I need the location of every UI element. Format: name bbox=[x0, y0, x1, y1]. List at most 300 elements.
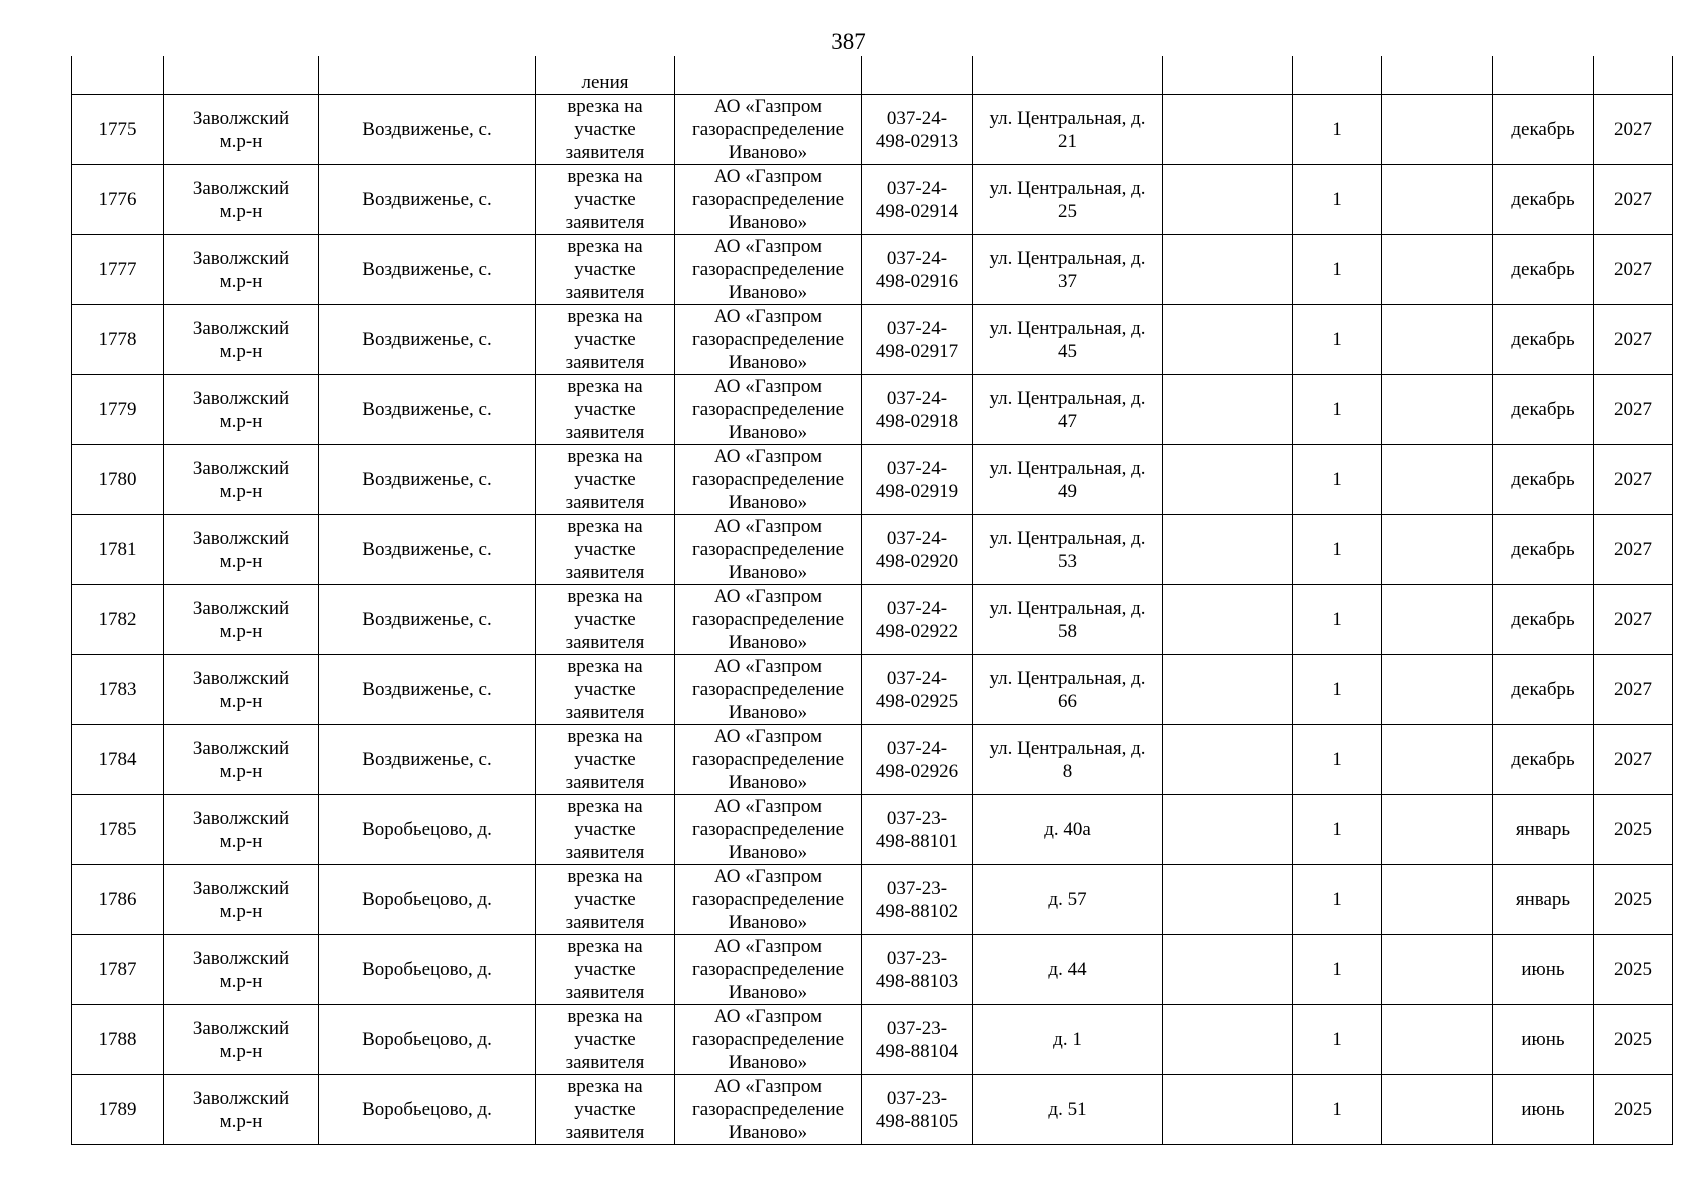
cell-year: 2027 bbox=[1594, 445, 1673, 515]
cell-qty: 1 bbox=[1293, 865, 1382, 935]
cell-empty-1 bbox=[1163, 515, 1293, 585]
cell-org-line: АО «Газпром bbox=[713, 516, 823, 537]
cell-address-line: д. 44 bbox=[1048, 959, 1087, 980]
cell-address bbox=[973, 305, 1163, 375]
cell-empty-2 bbox=[1382, 235, 1493, 305]
cell-district-line: м.р-н bbox=[219, 340, 263, 362]
cell-empty-2 bbox=[1382, 1005, 1493, 1075]
cell-num: 1778 bbox=[72, 305, 164, 375]
cell-work-type-line: заявителя bbox=[565, 142, 645, 163]
cell-address-line: 45 bbox=[1058, 340, 1077, 362]
cell-district-line: м.р-н bbox=[219, 270, 263, 292]
cell-address-line: д. 51 bbox=[1048, 1099, 1087, 1120]
cell-code-line: 037-24- bbox=[886, 317, 948, 339]
cell-code-line: 037-23- bbox=[886, 947, 948, 969]
cell-work-type-line: врезка на bbox=[567, 1076, 643, 1097]
cell-address-line: ул. Центральная, д. bbox=[989, 177, 1146, 199]
cell-org-line: Иваново» bbox=[728, 212, 808, 233]
table-row bbox=[72, 935, 1673, 1005]
cell-address bbox=[973, 515, 1163, 585]
cell-work-type-line: врезка на bbox=[567, 866, 643, 887]
cell-month: декабрь bbox=[1493, 445, 1594, 515]
cell-org-line: газораспределение bbox=[691, 399, 845, 420]
cell-empty-2 bbox=[1382, 795, 1493, 865]
cell-org-line: АО «Газпром bbox=[713, 726, 823, 747]
cell-org-line: газораспределение bbox=[691, 1099, 845, 1120]
table-row bbox=[72, 865, 1673, 935]
cell-code-line: 498-02916 bbox=[875, 270, 959, 292]
cell-empty-1 bbox=[1163, 165, 1293, 235]
cell-code bbox=[862, 935, 973, 1005]
cell-district-line: Заволжский bbox=[192, 177, 290, 199]
cell-empty-2 bbox=[1382, 865, 1493, 935]
cell-locality: Воздвиженье, с. bbox=[319, 655, 536, 725]
cell-org bbox=[675, 515, 862, 585]
cell-num: 1775 bbox=[72, 95, 164, 165]
cell-code bbox=[862, 235, 973, 305]
cell-address-line: ул. Центральная, д. bbox=[989, 457, 1146, 479]
cell-code bbox=[862, 1075, 973, 1145]
cell-address bbox=[973, 795, 1163, 865]
cell-district-line: Заволжский bbox=[192, 317, 290, 339]
cell-district bbox=[164, 725, 319, 795]
cell-num: 1789 bbox=[72, 1075, 164, 1145]
cell-work-type-line: врезка на bbox=[567, 936, 643, 957]
cell-org-line: газораспределение bbox=[691, 959, 845, 980]
cell-work-type-line: участке bbox=[574, 469, 636, 490]
table-row bbox=[72, 375, 1673, 445]
table-row bbox=[72, 165, 1673, 235]
cell-org-line: АО «Газпром bbox=[713, 1076, 823, 1097]
cell-org bbox=[675, 865, 862, 935]
cell-code-line: 498-02926 bbox=[875, 760, 959, 782]
cell-district-line: Заволжский bbox=[192, 877, 290, 899]
cell-year bbox=[1594, 56, 1673, 95]
table-row bbox=[72, 235, 1673, 305]
cell-org-line: АО «Газпром bbox=[713, 446, 823, 467]
cell-month bbox=[1493, 56, 1594, 95]
cell-empty-2 bbox=[1382, 375, 1493, 445]
cell-org-line: газораспределение bbox=[691, 889, 845, 910]
cell-qty: 1 bbox=[1293, 935, 1382, 1005]
cell-org-line: газораспределение bbox=[691, 749, 845, 770]
cell-work-type-line: заявителя bbox=[565, 632, 645, 653]
cell-district-line: Заволжский bbox=[192, 247, 290, 269]
cell-org-line: АО «Газпром bbox=[713, 236, 823, 257]
cell-org bbox=[675, 585, 862, 655]
cell-month: декабрь bbox=[1493, 585, 1594, 655]
cell-org bbox=[675, 1075, 862, 1145]
cell-work-type bbox=[536, 1075, 675, 1145]
cell-org bbox=[675, 165, 862, 235]
cell-district-line: Заволжский bbox=[192, 107, 290, 129]
cell-address-line: ул. Центральная, д. bbox=[989, 527, 1146, 549]
cell-code-line: 498-02925 bbox=[875, 690, 959, 712]
cell-district-line: Заволжский bbox=[192, 457, 290, 479]
cell-code bbox=[862, 56, 973, 95]
cell-code-line: 498-88101 bbox=[875, 830, 959, 852]
cell-district bbox=[164, 515, 319, 585]
cell-address-line: д. 1 bbox=[1053, 1029, 1082, 1050]
cell-district bbox=[164, 655, 319, 725]
cell-code-line: 498-88104 bbox=[875, 1040, 959, 1062]
cell-locality: Воздвиженье, с. bbox=[319, 445, 536, 515]
cell-empty-1 bbox=[1163, 725, 1293, 795]
cell-org-line: газораспределение bbox=[691, 679, 845, 700]
cell-month: июнь bbox=[1493, 1005, 1594, 1075]
cell-empty-1 bbox=[1163, 795, 1293, 865]
cell-work-type-line: участке bbox=[574, 889, 636, 910]
cell-org-line: АО «Газпром bbox=[713, 96, 823, 117]
cell-code-line: 498-02920 bbox=[875, 550, 959, 572]
cell-year: 2025 bbox=[1594, 865, 1673, 935]
cell-code-line: 498-88105 bbox=[875, 1110, 959, 1132]
cell-district-line: м.р-н bbox=[219, 830, 263, 852]
cell-work-type-line: заявителя bbox=[565, 562, 645, 583]
cell-locality: Воздвиженье, с. bbox=[319, 375, 536, 445]
cell-code-line: 037-24- bbox=[886, 247, 948, 269]
cell-code bbox=[862, 515, 973, 585]
cell-month: июнь bbox=[1493, 935, 1594, 1005]
cell-empty-1 bbox=[1163, 95, 1293, 165]
cell-org bbox=[675, 445, 862, 515]
cell-work-type bbox=[536, 865, 675, 935]
cell-qty: 1 bbox=[1293, 1005, 1382, 1075]
cell-work-type-line: участке bbox=[574, 1029, 636, 1050]
cell-org bbox=[675, 725, 862, 795]
cell-org-line: АО «Газпром bbox=[713, 586, 823, 607]
cell-work-type-line: участке bbox=[574, 259, 636, 280]
cell-address bbox=[973, 865, 1163, 935]
cell-work-type bbox=[536, 515, 675, 585]
cell-code-line: 037-24- bbox=[886, 597, 948, 619]
cell-work-type-line: участке bbox=[574, 749, 636, 770]
table-row bbox=[72, 1005, 1673, 1075]
cell-work-type-line: врезка на bbox=[567, 166, 643, 187]
cell-code-line: 037-24- bbox=[886, 737, 948, 759]
cell-num: 1784 bbox=[72, 725, 164, 795]
cell-address-line: д. 57 bbox=[1048, 889, 1087, 910]
cell-work-type-line: заявителя bbox=[565, 842, 645, 863]
cell-work-type-line: заявителя bbox=[565, 422, 645, 443]
cell-work-type-line: участке bbox=[574, 959, 636, 980]
cell-work-type-line: врезка на bbox=[567, 586, 643, 607]
cell-locality: Воробьецово, д. bbox=[319, 935, 536, 1005]
cell-num: 1776 bbox=[72, 165, 164, 235]
cell-org-line: АО «Газпром bbox=[713, 306, 823, 327]
table-row bbox=[72, 445, 1673, 515]
cell-district bbox=[164, 865, 319, 935]
cell-district-line: Заволжский bbox=[192, 947, 290, 969]
cell-org bbox=[675, 935, 862, 1005]
cell-empty-1 bbox=[1163, 1005, 1293, 1075]
cell-empty-1 bbox=[1163, 865, 1293, 935]
cell-month: декабрь bbox=[1493, 95, 1594, 165]
cell-district-line: м.р-н bbox=[219, 480, 263, 502]
cell-district bbox=[164, 165, 319, 235]
cell-qty: 1 bbox=[1293, 165, 1382, 235]
cell-org-line: Иваново» bbox=[728, 912, 808, 933]
cell-locality: Воздвиженье, с. bbox=[319, 165, 536, 235]
cell-locality: Воздвиженье, с. bbox=[319, 585, 536, 655]
cell-org-line: АО «Газпром bbox=[713, 1006, 823, 1027]
cell-address-line: 58 bbox=[1058, 620, 1077, 642]
cell-code-line: 037-24- bbox=[886, 177, 948, 199]
cell-num bbox=[72, 56, 164, 95]
cell-year: 2027 bbox=[1594, 585, 1673, 655]
cell-year: 2025 bbox=[1594, 935, 1673, 1005]
cell-work-type bbox=[536, 375, 675, 445]
cell-district bbox=[164, 95, 319, 165]
cell-district-line: м.р-н bbox=[219, 760, 263, 782]
cell-empty-1 bbox=[1163, 375, 1293, 445]
cell-district-line: м.р-н bbox=[219, 200, 263, 222]
cell-num: 1787 bbox=[72, 935, 164, 1005]
cell-qty bbox=[1293, 56, 1382, 95]
cell-work-type-line: заявителя bbox=[565, 702, 645, 723]
cell-work-type bbox=[536, 795, 675, 865]
cell-district bbox=[164, 445, 319, 515]
cell-address bbox=[973, 1005, 1163, 1075]
cell-num: 1786 bbox=[72, 865, 164, 935]
cell-district bbox=[164, 585, 319, 655]
cell-address-line: 25 bbox=[1058, 200, 1077, 222]
cell-qty: 1 bbox=[1293, 795, 1382, 865]
cell-address bbox=[973, 165, 1163, 235]
cell-month: декабрь bbox=[1493, 515, 1594, 585]
cell-address bbox=[973, 56, 1163, 95]
cell-district-line: Заволжский bbox=[192, 807, 290, 829]
cell-year: 2027 bbox=[1594, 725, 1673, 795]
cell-address-line: 21 bbox=[1058, 130, 1077, 152]
cell-org-line: Иваново» bbox=[728, 842, 808, 863]
cell-org-line: Иваново» bbox=[728, 632, 808, 653]
cell-code-line: 037-23- bbox=[886, 1017, 948, 1039]
cell-org bbox=[675, 795, 862, 865]
cell-locality: Воздвиженье, с. bbox=[319, 515, 536, 585]
cell-empty-2 bbox=[1382, 305, 1493, 375]
cell-locality: Воздвиженье, с. bbox=[319, 235, 536, 305]
cell-address-line: ул. Центральная, д. bbox=[989, 737, 1146, 759]
cell-district bbox=[164, 375, 319, 445]
cell-code-line: 037-23- bbox=[886, 877, 948, 899]
cell-code-line: 498-02919 bbox=[875, 480, 959, 502]
table-row bbox=[72, 725, 1673, 795]
cell-code-line: 498-02913 bbox=[875, 130, 959, 152]
cell-empty-1 bbox=[1163, 235, 1293, 305]
cell-work-type-line: участке bbox=[574, 539, 636, 560]
cell-work-type-line: участке bbox=[574, 609, 636, 630]
cell-code-line: 498-88102 bbox=[875, 900, 959, 922]
cell-work-type-line: заявителя bbox=[565, 1122, 645, 1143]
cell-org-line: АО «Газпром bbox=[713, 166, 823, 187]
cell-num: 1783 bbox=[72, 655, 164, 725]
cell-district bbox=[164, 305, 319, 375]
cell-address-line: ул. Центральная, д. bbox=[989, 387, 1146, 409]
cell-code-line: 498-02918 bbox=[875, 410, 959, 432]
cell-org-line: газораспределение bbox=[691, 609, 845, 630]
cell-work-type-line: врезка на bbox=[567, 1006, 643, 1027]
cell-address bbox=[973, 655, 1163, 725]
cell-month: декабрь bbox=[1493, 235, 1594, 305]
cell-code bbox=[862, 1005, 973, 1075]
cell-month: июнь bbox=[1493, 1075, 1594, 1145]
cell-num: 1779 bbox=[72, 375, 164, 445]
cell-district-line: м.р-н bbox=[219, 1040, 263, 1062]
gasification-table bbox=[71, 56, 1673, 1145]
cell-org bbox=[675, 56, 862, 95]
cell-month: январь bbox=[1493, 865, 1594, 935]
cell-org-line: газораспределение bbox=[691, 259, 845, 280]
cell-code-line: 498-02914 bbox=[875, 200, 959, 222]
cell-month: декабрь bbox=[1493, 655, 1594, 725]
cell-address-line: 8 bbox=[1062, 760, 1073, 782]
cell-address-line: 49 bbox=[1058, 480, 1077, 502]
cell-empty-2 bbox=[1382, 585, 1493, 655]
cell-address-line: ул. Центральная, д. bbox=[989, 597, 1146, 619]
cell-year: 2027 bbox=[1594, 165, 1673, 235]
cell-org bbox=[675, 235, 862, 305]
cell-work-type bbox=[536, 585, 675, 655]
cell-qty: 1 bbox=[1293, 585, 1382, 655]
cell-district-line: м.р-н bbox=[219, 620, 263, 642]
cell-year: 2027 bbox=[1594, 305, 1673, 375]
cell-locality bbox=[319, 56, 536, 95]
cell-code bbox=[862, 725, 973, 795]
cell-district-line: Заволжский bbox=[192, 1087, 290, 1109]
cell-work-type bbox=[536, 445, 675, 515]
cell-work-type-line: заявителя bbox=[565, 212, 645, 233]
cell-district bbox=[164, 935, 319, 1005]
cell-work-type-line: участке bbox=[574, 819, 636, 840]
cell-work-type bbox=[536, 935, 675, 1005]
cell-work-type-line: участке bbox=[574, 399, 636, 420]
cell-empty-1 bbox=[1163, 935, 1293, 1005]
cell-org-line: газораспределение bbox=[691, 819, 845, 840]
cell-address bbox=[973, 235, 1163, 305]
cell-empty-2 bbox=[1382, 165, 1493, 235]
cell-num: 1785 bbox=[72, 795, 164, 865]
cell-org-line: газораспределение bbox=[691, 329, 845, 350]
cell-org bbox=[675, 375, 862, 445]
cell-work-type-line: врезка на bbox=[567, 236, 643, 257]
cell-address-line: ул. Центральная, д. bbox=[989, 247, 1146, 269]
cell-work-type bbox=[536, 235, 675, 305]
cell-code bbox=[862, 655, 973, 725]
cell-locality: Воздвиженье, с. bbox=[319, 95, 536, 165]
cell-qty: 1 bbox=[1293, 515, 1382, 585]
cell-org-line: Иваново» bbox=[728, 772, 808, 793]
cell-year: 2025 bbox=[1594, 1005, 1673, 1075]
cell-address bbox=[973, 375, 1163, 445]
cell-code-line: 498-88103 bbox=[875, 970, 959, 992]
cell-work-type-line: врезка на bbox=[567, 306, 643, 327]
cell-year: 2025 bbox=[1594, 795, 1673, 865]
cell-qty: 1 bbox=[1293, 375, 1382, 445]
cell-district-line: м.р-н bbox=[219, 1110, 263, 1132]
cell-district-line: м.р-н bbox=[219, 900, 263, 922]
cell-address bbox=[973, 935, 1163, 1005]
cell-district-line: м.р-н bbox=[219, 410, 263, 432]
cell-district-line: Заволжский bbox=[192, 387, 290, 409]
cell-district-line: м.р-н bbox=[219, 970, 263, 992]
cell-qty: 1 bbox=[1293, 95, 1382, 165]
cell-code bbox=[862, 305, 973, 375]
cell-district-line: м.р-н bbox=[219, 130, 263, 152]
cell-code-line: 037-24- bbox=[886, 107, 948, 129]
cell-work-type-line: заявителя bbox=[565, 352, 645, 373]
table-row bbox=[72, 585, 1673, 655]
cell-address-line: 37 bbox=[1058, 270, 1077, 292]
cell-address-line: д. 40а bbox=[1044, 819, 1091, 840]
cell-empty-1 bbox=[1163, 655, 1293, 725]
cell-district-line: Заволжский bbox=[192, 597, 290, 619]
cell-district bbox=[164, 795, 319, 865]
cell-org-line: Иваново» bbox=[728, 982, 808, 1003]
cell-org-line: АО «Газпром bbox=[713, 796, 823, 817]
cell-address bbox=[973, 95, 1163, 165]
cell-district-line: м.р-н bbox=[219, 690, 263, 712]
table-row bbox=[72, 795, 1673, 865]
cell-code bbox=[862, 865, 973, 935]
cell-org-line: газораспределение bbox=[691, 469, 845, 490]
cell-code-line: 037-24- bbox=[886, 527, 948, 549]
cell-work-type-line: заявителя bbox=[565, 492, 645, 513]
cell-empty-1 bbox=[1163, 1075, 1293, 1145]
cell-work-type-line: врезка на bbox=[567, 376, 643, 397]
cell-district bbox=[164, 235, 319, 305]
cell-code-line: 037-24- bbox=[886, 387, 948, 409]
cell-district-line: м.р-н bbox=[219, 550, 263, 572]
cell-org bbox=[675, 1005, 862, 1075]
cell-work-type bbox=[536, 1005, 675, 1075]
cell-work-type-line: участке bbox=[574, 119, 636, 140]
cell-org-line: газораспределение bbox=[691, 1029, 845, 1050]
cell-org-line: газораспределение bbox=[691, 189, 845, 210]
cell-work-type bbox=[536, 655, 675, 725]
cell-num: 1780 bbox=[72, 445, 164, 515]
table-row bbox=[72, 655, 1673, 725]
cell-qty: 1 bbox=[1293, 305, 1382, 375]
cell-org-line: АО «Газпром bbox=[713, 376, 823, 397]
cell-code-line: 498-02917 bbox=[875, 340, 959, 362]
cell-month: январь bbox=[1493, 795, 1594, 865]
cell-org-line: АО «Газпром bbox=[713, 866, 823, 887]
cell-empty-2 bbox=[1382, 445, 1493, 515]
cell-district-line: Заволжский bbox=[192, 667, 290, 689]
cell-work-type-line: заявителя bbox=[565, 772, 645, 793]
cell-district bbox=[164, 1075, 319, 1145]
cell-work-type-line: врезка на bbox=[567, 796, 643, 817]
cell-district bbox=[164, 56, 319, 95]
cell-locality: Воздвиженье, с. bbox=[319, 305, 536, 375]
cell-address-line: ул. Центральная, д. bbox=[989, 667, 1146, 689]
cell-locality: Воробьецово, д. bbox=[319, 795, 536, 865]
cell-empty-2 bbox=[1382, 515, 1493, 585]
cell-num: 1782 bbox=[72, 585, 164, 655]
cell-work-type-line: врезка на bbox=[567, 516, 643, 537]
cell-locality: Воробьецово, д. bbox=[319, 1075, 536, 1145]
cell-address bbox=[973, 445, 1163, 515]
cell-address-line: ул. Центральная, д. bbox=[989, 107, 1146, 129]
cell-address-line: 47 bbox=[1058, 410, 1077, 432]
cell-year: 2027 bbox=[1594, 235, 1673, 305]
cell-code-line: 037-23- bbox=[886, 807, 948, 829]
cell-work-type-line: заявителя bbox=[565, 982, 645, 1003]
cell-org-line: АО «Газпром bbox=[713, 656, 823, 677]
table-row bbox=[72, 1075, 1673, 1145]
cell-address-line: 66 bbox=[1058, 690, 1077, 712]
